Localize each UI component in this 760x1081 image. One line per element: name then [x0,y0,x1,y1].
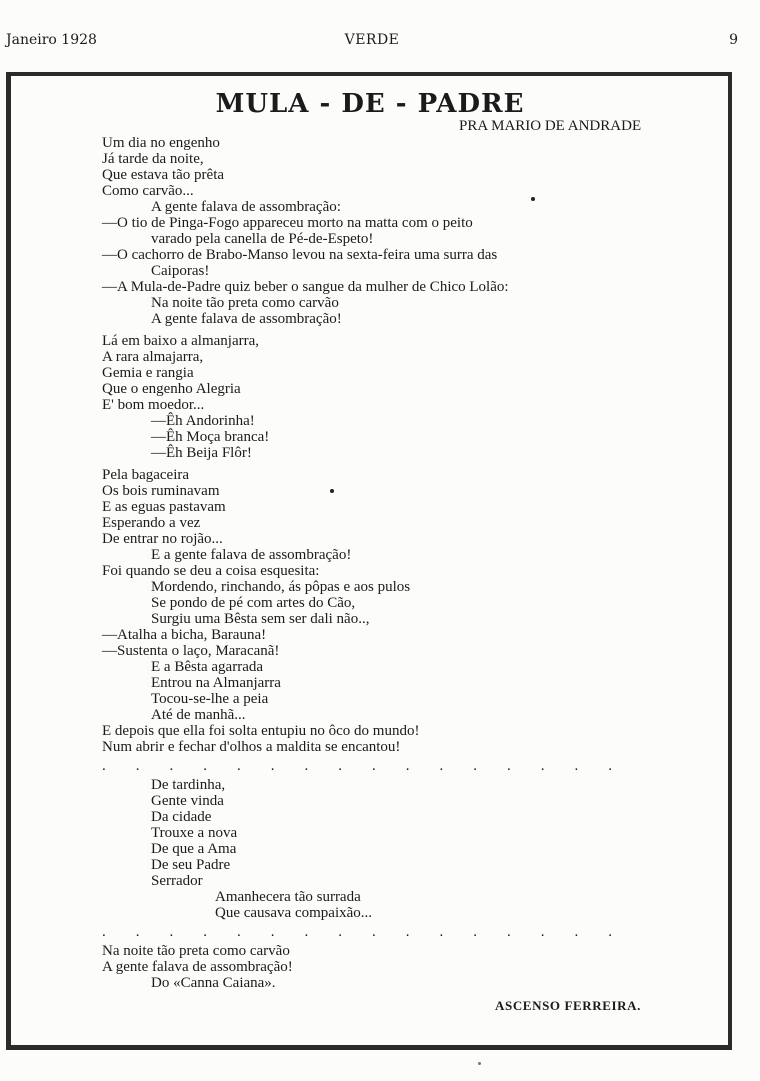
poem-line: Até de manhã... [151,707,246,723]
poem-line: Já tarde da noite, [102,151,204,167]
poem-line: Na noite tão preta como carvão [102,943,290,959]
poem-line: Foi quando se deu a coisa esquesita: [102,563,320,579]
poem-line: Que o engenho Alegria [102,381,241,397]
poem-line: Gemia e rangia [102,365,194,381]
header-date: Janeiro 1928 [6,32,97,48]
poem-line: Esperando a vez [102,515,201,531]
poem-title: MULA - DE - PADRE [215,89,525,119]
poem-line: —O tio de Pinga-Fogo appareceu morto na matta com o peito [102,215,473,231]
poem-line: —Êh Moça branca! [151,429,270,445]
poem-line: E' bom moedor... [102,397,205,413]
poem-line: Lá em baixo a almanjarra, [102,333,260,349]
ink-spot [330,489,334,493]
poem-line: E a gente falava de assombração! [151,547,352,563]
poem-line: Os bois ruminavam [102,483,220,499]
poem-body [102,135,702,991]
poem-line: Que estava tão prêta [102,167,225,183]
poem-line: —A Mula-de-Padre quiz beber o sangue da mulher de Chico Lolão: [102,279,509,295]
poem-line: Se pondo de pé com artes do Cão, [151,595,356,611]
poem-line: —Êh Andorinha! [151,413,255,429]
poem-line: A rara almajarra, [102,349,204,365]
poem-line: —Êh Beija Flôr! [151,445,252,461]
header-page-number: 9 [729,32,738,48]
poem-line: Na noite tão preta como carvão [151,295,339,311]
poem-line: A gente falava de assombração! [102,959,293,975]
poem-line: Tocou-se-lhe a peia [151,691,269,707]
poem-line: Amanhecera tão surrada [215,889,361,905]
poem-line: —Sustenta o laço, Maracanã! [102,643,280,659]
poem-line: Um dia no engenho [102,135,220,151]
header-journal-title: VERDE [344,32,400,48]
poem-line: De tardinha, [151,777,226,793]
poem-line: Entrou na Almanjarra [151,675,281,691]
poem-line: Surgiu uma Bêsta sem ser dali não.., [151,611,370,627]
poem-line: —O cachorro de Brabo-Manso levou na sexta-feira uma surra das [102,247,498,263]
ink-spot [531,197,535,201]
poem-line: A gente falava de assombração: [151,199,341,215]
poem-line: Gente vinda [151,793,224,809]
poem-line: A gente falava de assombração! [151,311,342,327]
poem-line: Da cidade [151,809,212,825]
poem-line: De que a Ama [151,841,237,857]
poem-line: Do «Canna Caiana». [151,975,276,991]
poem-line: Trouxe a nova [151,825,238,841]
poem-line: E as eguas pastavam [102,499,226,515]
poem-line: Pela bagaceira [102,467,190,483]
poem-dedication: PRA MARIO DE ANDRADE [459,118,642,134]
page-header [6,30,738,50]
poem-line: E a Bêsta agarrada [151,659,264,675]
poem-line: Num abrir e fechar d'olhos a maldita se encantou! [102,739,401,755]
poem-line: De seu Padre [151,857,231,873]
ellipsis-separator: . . . . . . . . . . . . . . . . [102,924,612,940]
ellipsis-separator: . . . . . . . . . . . . . . . . [102,758,612,774]
poem-author: ASCENSO FERREIRA. [495,998,642,1013]
print-speck [478,1062,481,1065]
poem-line: Mordendo, rinchando, ás pôpas e aos pulos [151,579,411,595]
poem-line: —Atalha a bicha, Barauna! [102,627,267,643]
poem-line: E depois que ella foi solta entupiu no ôco do mundo! [102,723,420,739]
poem-line: De entrar no rojão... [102,531,223,547]
poem-line: Que causava compaixão... [215,905,373,921]
poem-line: varado pela canella de Pé-de-Espeto! [151,231,374,247]
poem-line: Caiporas! [151,263,210,279]
poem-line: Como carvão... [102,183,194,199]
poem-line: Serrador [151,873,203,889]
